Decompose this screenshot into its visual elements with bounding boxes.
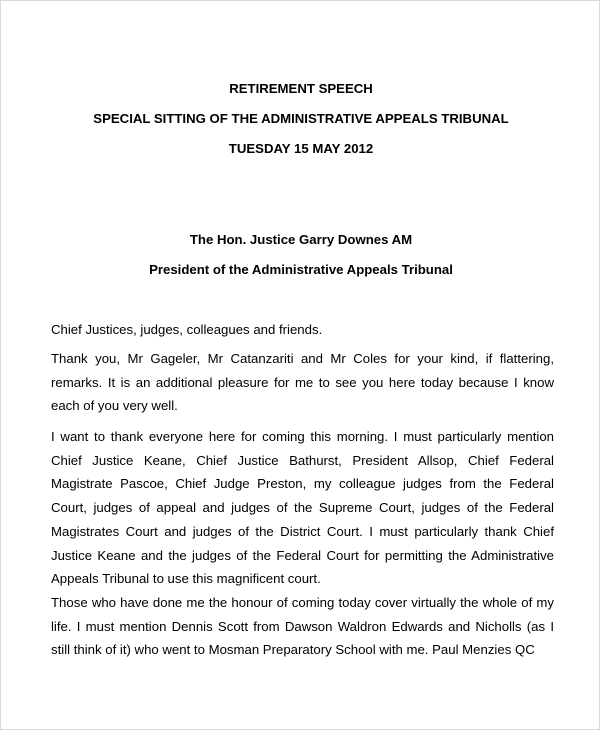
paragraph-greeting: Chief Justices, judges, colleagues and friends. — [51, 322, 323, 337]
paragraph-guests: Those who have done me the honour of coming today cover virtually the whole of my life. I must mention Dennis Scott from Dawson Waldron Edwards and Nicholls (as I still think of it) who went to Mosman Preparatory School with me. Paul Menzies QC — [51, 595, 554, 658]
paragraph-thanks: Thank you, Mr Gageler, Mr Catanzariti and Mr Coles for your kind, if flattering, remarks. It is an additional pleasure for me to see you here today because I know each of you very well. — [51, 351, 554, 414]
sitting-subtitle: SPECIAL SITTING OF THE ADMINISTRATIVE APPEALS TRIBUNAL — [93, 111, 509, 126]
speaker-name: The Hon. Justice Garry Downes AM — [189, 232, 413, 247]
paragraph-acknowledgements: I want to thank everyone here for coming this morning. I must particularly mention Chief Justice Keane, Chief Justice Bathurst, President Allsop, Chief Federal Magistrate Pascoe, Chief Judge Preston, my colleague judges from the Federal Court, judges of appeal and judges of the Supreme Court, judges of the Federal Magistrates Court and judges of the District Court. I must particularly thank Chief Justice Keane and the judges of the Federal Court for permitting the Administrative Appeals Tribunal to use this magnificent court. — [51, 429, 554, 587]
speech-date: TUESDAY 15 MAY 2012 — [228, 141, 374, 156]
speaker-role: President of the Administrative Appeals Tribunal — [149, 262, 453, 277]
speech-title: RETIREMENT SPEECH — [229, 81, 373, 96]
